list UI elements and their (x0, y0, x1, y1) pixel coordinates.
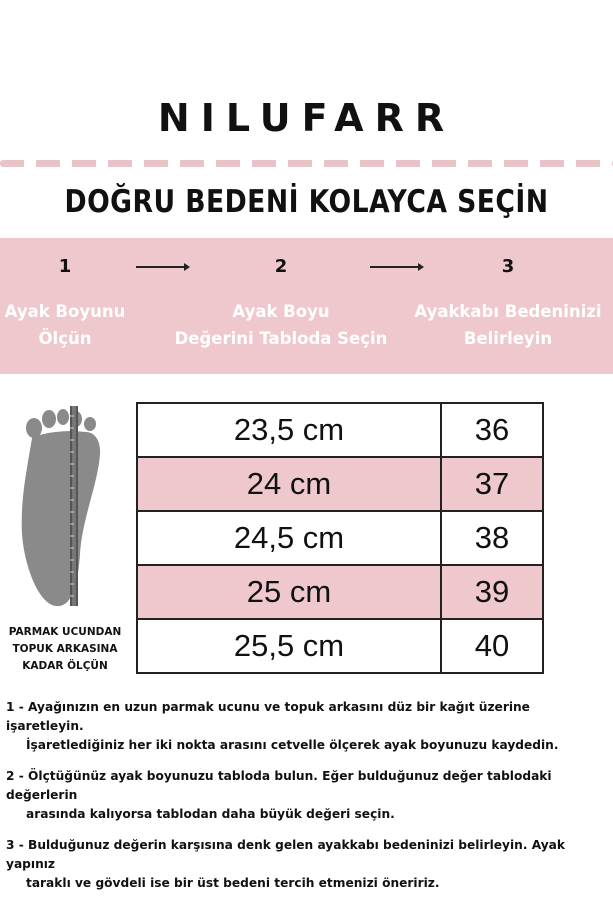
foot-measure-icon (14, 404, 114, 610)
foot-caption-line3: KADAR ÖLÇÜN (22, 660, 108, 672)
shoe-size-cell: 40 (441, 619, 543, 673)
instruction-line1: 1 - Ayağınızın en uzun parmak ucunu ve topuk arkasını düz bir kağıt üzerine işaretleyin. (6, 700, 530, 733)
step-2-label-line1: Ayak Boyu (232, 302, 330, 321)
foot-caption (0, 624, 130, 675)
instruction-item (6, 767, 606, 824)
step-3-label-line2: Belirleyin (463, 329, 553, 348)
table-row (137, 403, 543, 457)
step-3-label-line1: Ayakkabı Bedeninizi (414, 302, 602, 321)
step-3-label (408, 298, 608, 352)
table-row (137, 511, 543, 565)
page-title: DOĞRU BEDENİ KOLAYCA SEÇİN (64, 184, 549, 220)
size-table (136, 402, 544, 674)
instruction-item (6, 836, 606, 893)
step-1-label (0, 298, 130, 352)
table-row (137, 619, 543, 673)
step-1-label-line2: Ölçün (38, 329, 92, 348)
step-2-label-line2: Değerini Tabloda Seçin (174, 329, 388, 348)
foot-length-cell: 25,5 cm (137, 619, 441, 673)
foot-caption-line2: TOPUK ARKASINA (12, 643, 118, 655)
step-1-number: 1 (58, 256, 72, 277)
arrow-right-icon (370, 266, 422, 268)
instruction-line1: 2 - Ölçtüğünüz ayak boyunuzu tabloda bulun. Eğer bulduğunuz değer tablodaki değerlerin (6, 769, 552, 802)
instruction-line2: arasında kalıyorsa tablodan daha büyük değeri seçin. (26, 807, 395, 821)
instruction-line2: taraklı ve gövdeli ise bir üst bedeni tercih etmenizi öneririz. (26, 876, 440, 890)
instructions (6, 698, 606, 905)
brand-logo: NILUFARR (157, 96, 456, 140)
foot-length-cell: 24,5 cm (137, 511, 441, 565)
foot-length-cell: 24 cm (137, 457, 441, 511)
step-2-number: 2 (274, 256, 288, 277)
shoe-size-cell: 39 (441, 565, 543, 619)
foot-caption-line1: PARMAK UCUNDAN (8, 626, 122, 638)
shoe-size-cell: 38 (441, 511, 543, 565)
instruction-item (6, 698, 606, 755)
table-row (137, 565, 543, 619)
foot-length-cell: 25 cm (137, 565, 441, 619)
dashed-divider (0, 160, 613, 167)
arrow-right-icon (136, 266, 188, 268)
instruction-line1: 3 - Bulduğunuz değerin karşısına denk gelen ayakkabı bedeninizi belirleyin. Ayak yapınız (6, 838, 565, 871)
step-1-label-line1: Ayak Boyunu (4, 302, 126, 321)
foot-length-cell: 23,5 cm (137, 403, 441, 457)
instruction-line2: İşaretlediğiniz her iki nokta arasını cetvelle ölçerek ayak boyunuzu kaydedin. (26, 738, 559, 752)
step-3-number: 3 (501, 256, 515, 277)
shoe-size-cell: 36 (441, 403, 543, 457)
table-row (137, 457, 543, 511)
shoe-size-cell: 37 (441, 457, 543, 511)
step-2-label (170, 298, 392, 352)
steps-band (0, 238, 613, 374)
